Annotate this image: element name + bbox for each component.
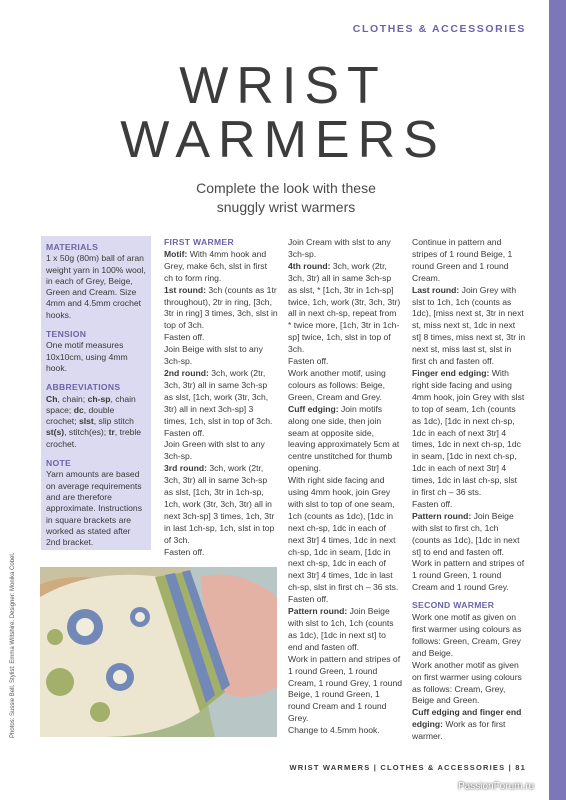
pattern-paragraph: [288, 606, 402, 654]
abbr-key: st(s): [46, 427, 65, 438]
pattern2-label: Pattern round:: [412, 510, 472, 521]
first-warmer-heading: FIRST WARMER: [164, 237, 234, 247]
last-round-text: Join Grey with slst to 1ch, 1ch (counts as 1dc), [miss next st, 3tr in next st, miss next st, 1dc in next st] 8 times, miss next st, 3tr in next st, miss last st, slst in first ch and fasten off.: [412, 284, 526, 367]
pattern2-text: Join Beige with slst to first ch, 1ch (counts as 1dc), [1dc in next st] to end and fasten off.: [412, 510, 520, 557]
abbr-key: dc: [73, 404, 84, 415]
round1-paragraph: [164, 285, 278, 333]
abbreviations-text: [46, 394, 146, 450]
abbr-value: , slip stitch: [93, 416, 134, 427]
round2-text: 3ch, work (2tr, 3ch, 3tr) all in same 3ch-sp as slst, [1ch, work (3tr, 3ch, 3tr) all in next 3ch-sp] 3 times, 1ch, slst in top of 3ch.: [164, 367, 273, 426]
photo-credit: Photos: Sussie Bell. Stylist: Emma Wiltshire. Designer: Monika Cobel.: [10, 552, 16, 738]
stripes2-paragraph: Work in pattern and stripes of 1 round Green, 1 round Cream and 1 round Grey.: [412, 558, 525, 593]
materials-text: 1 x 50g (80m) ball of aran weight yarn in 100% wool, in each of Grey, Beige, Green and Cream. Size 4mm and 4.5mm crochet hooks.: [46, 253, 146, 320]
pattern-label: Pattern round:: [288, 606, 348, 617]
abbr-value: , chain;: [57, 393, 88, 404]
second-motif2: Work another motif as given on first warmer using colours as follows: Cream, Grey, Beige and Green.: [412, 659, 522, 706]
wrist-warmer-photo: [40, 567, 277, 737]
last-round-paragraph: [412, 285, 526, 368]
stripes-paragraph: Work in pattern and stripes of 1 round Green, 1 round Cream, 1 round Grey, 1 round Beige, 1 round Green, 1 round Cream and 1 round Grey.: [288, 653, 403, 724]
footer-title: WRIST WARMERS: [289, 763, 371, 772]
column-middle: [288, 237, 402, 737]
fasten-off: Fasten off.: [412, 498, 453, 509]
join-cream: Join Cream with slst to any 3ch-sp.: [288, 237, 391, 259]
second-motif1: Work one motif as given on first warmer using colours as follows: Green, Cream, Grey and Beige.: [412, 612, 522, 658]
abbreviations-heading: ABBREVIATIONS: [46, 382, 121, 393]
cuff-label: Cuff edging:: [288, 403, 339, 414]
page-title-line1: WRIST: [179, 57, 387, 115]
round3-text: 3ch, work (2tr, 3ch, 3tr) all in same 3ch-sp as slst, [1ch, 3tr in 1ch-sp, 1ch, work (3tr, 3ch, 3tr) all in next 3ch-sp] 3 times, 1ch, 3tr in last 1ch-sp, 1ch, slst in top of 3ch.: [164, 463, 275, 545]
round4-text: 3ch, work (2tr, 3ch, 3tr) all in same 3ch-sp as slst, * [1ch, 3tr in 1ch-sp] twice, 1ch, work (3tr, 3ch, 3tr) all in next ch-sp, repeat from * twice more, [1ch, 3tr in 1ch-sp] twice, 1ch, slst in top of 3ch.: [288, 260, 401, 355]
another-motif: Work another motif, using colours as follows: Beige, Green, Cream and Grey.: [288, 367, 386, 402]
right-side-paragraph: With right side facing and using 4mm hook, join Grey with slst to top of one seam, 1ch (counts as 1dc), [1dc in next ch-sp, 1dc in each of next 3tr] 4 times, 1dc in next ch-sp, 1dc in seam, [1dc in next ch-sp, 1dc in each of next 3tr] 4 times, 1dc in last ch-sp, slst in first ch – 36 sts.: [288, 475, 399, 593]
motif-label: Motif:: [164, 248, 188, 259]
section-header: CLOTHES & ACCESSORIES: [352, 23, 526, 35]
finger-label: Finger end edging:: [412, 367, 490, 378]
round1-label: 1st round:: [164, 284, 207, 295]
cuff2-label: Cuff edging and finger end edging:: [412, 707, 522, 730]
round4-paragraph: [288, 261, 402, 356]
subtitle: [140, 179, 432, 217]
abbr-value: , stitch(es);: [64, 427, 109, 438]
cuff-paragraph: [288, 404, 402, 475]
round3-label: 3rd round:: [164, 463, 207, 474]
tension-text: One motif measures 10x10cm, using 4mm hook.: [46, 340, 128, 373]
page-title-line2: WARMERS: [120, 111, 446, 169]
round2-label: 2nd round:: [164, 367, 209, 378]
photo-illustration: [40, 567, 277, 737]
join-green: Join Green with slst to any 3ch-sp.: [164, 439, 265, 462]
note-heading: NOTE: [46, 458, 72, 469]
column-first-warmer: [164, 237, 278, 558]
footer: [289, 763, 526, 772]
change-hook: Change to 4.5mm hook.: [288, 725, 380, 736]
abbr-key: ch-sp: [87, 393, 111, 404]
page-number: 81: [515, 763, 526, 772]
fasten-off: Fasten off.: [288, 356, 329, 367]
fasten-off: Fasten off.: [164, 546, 205, 557]
fasten-off: Fasten off.: [164, 332, 205, 343]
cuff-text: Join motifs along one side, then join seam at opposite side, leaving approximately 5cm at centre unstitched for thumb opening.: [288, 403, 400, 474]
abbr-value: , double crochet;: [46, 404, 115, 427]
motif-text: With 4mm hook and Grey, make 6ch, slst in first ch to form ring.: [164, 248, 267, 283]
fasten-off: Fasten off.: [164, 427, 205, 438]
column-right: [412, 237, 526, 743]
round1-text: 3ch (counts as 1tr throughout), 2tr in ring, [3ch, 3tr in ring] 3 times, 3ch, slst in top of 3ch.: [164, 284, 278, 331]
watermark: PassionForum.ru: [458, 781, 535, 792]
materials-heading: MATERIALS: [46, 242, 99, 252]
footer-section: CLOTHES & ACCESSORIES: [380, 763, 506, 772]
continue-paragraph: Continue in pattern and stripes of 1 round Beige, 1 round Green and 1 round Cream.: [412, 237, 513, 283]
abbr-key: slst: [78, 416, 94, 427]
abbr-key: tr: [108, 427, 115, 438]
cuff2-text: Work as for first warmer.: [412, 719, 506, 742]
pattern2-paragraph: [412, 511, 526, 559]
info-box: [41, 236, 151, 550]
footer-separator: |: [373, 763, 378, 772]
note-text: Yarn amounts are based on average requirements and are therefore approximate. Instructions in square brackets are worked as stated after 2nd bracket.: [46, 469, 143, 548]
motif-paragraph: [164, 249, 278, 285]
subtitle-line2: snuggly wrist warmers: [216, 199, 356, 215]
tension-heading: TENSION: [46, 329, 87, 340]
round4-label: 4th round:: [288, 260, 331, 271]
round2-paragraph: [164, 368, 278, 428]
finger-paragraph: [412, 368, 526, 499]
fasten-off: Fasten off.: [288, 594, 329, 605]
last-round-label: Last round:: [412, 284, 460, 295]
finger-text: With right side facing and using 4mm hook, join Grey with slst to top of seam, 1ch (counts as 1dc), [1dc in next ch-sp, 1dc in each of next 3tr] 4 times, 1dc in next ch-sp, 1dc in seam, [1dc in next ch-sp, 1dc in each of next 3tr] 4 times, 1dc in last ch-sp, slst in first ch – 36 sts.: [412, 367, 525, 498]
footer-separator: |: [508, 763, 512, 772]
cuff2-paragraph: [412, 707, 526, 743]
round3-paragraph: [164, 463, 278, 546]
abbr-key: Ch: [46, 393, 58, 404]
pattern-text: Join Beige with slst to 1ch, 1ch (counts as 1dc), [1dc in next st] to end and fasten off.: [288, 606, 394, 652]
subtitle-line1: Complete the look with these: [196, 180, 376, 196]
second-warmer-heading: SECOND WARMER: [412, 600, 495, 611]
join-beige: Join Beige with slst to any 3ch-sp.: [164, 344, 263, 367]
abbr-value: , treble crochet.: [46, 427, 142, 449]
abbr-value: , chain space;: [46, 393, 136, 415]
